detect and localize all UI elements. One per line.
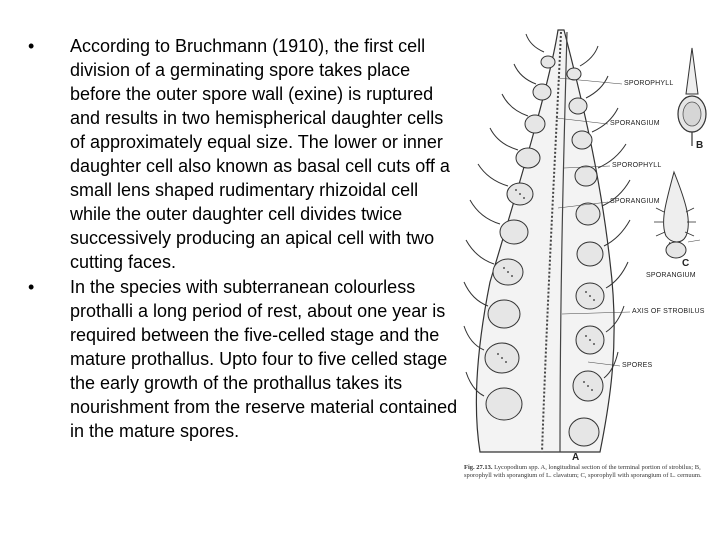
label-sporangium-mid: SPORANGIUM (610, 198, 660, 205)
letter-b: B (696, 140, 704, 151)
bullet-text-1: According to Bruchmann (1910), the first cell division of a germinating spore takes place before the outer spore wall (exine) is ruptured and results in two hemispherical daughter cells of approximately equal size. The lower or inner daughter cell also known as basal cell cuts off a small lens shaped rudimentary rhizoidal cell while the outer daughter cell divides twice successively producing an apical cell with two cutting faces. (70, 36, 450, 272)
fig-c-sporophyll (664, 172, 689, 242)
label-axis-of-strobilus: AXIS OF STROBILUS (632, 308, 705, 315)
figure-caption (464, 464, 716, 481)
figure-caption-text: Lycopodium spp. A, longitudinal section of the terminal portion of strobilus; B, sporophyll with sporangium of L. clavatum; C, sporophyll with sporangium of L. cernuum. (464, 464, 702, 480)
label-spores: SPORES (622, 362, 653, 369)
letter-c: C (682, 258, 690, 269)
bullet-list (28, 34, 460, 443)
fig-c-sporangium (666, 242, 686, 258)
fig-b-sporophyll (686, 48, 698, 94)
bullet-marker: • (28, 277, 35, 297)
label-sporangium-top: SPORANGIUM (610, 120, 660, 127)
figure-number: Fig. 27.13. (464, 464, 493, 471)
strobilus-drawing (460, 22, 716, 462)
bullet-marker: • (28, 36, 35, 56)
bullet-item-1 (28, 34, 460, 274)
strobilus-figure (460, 22, 716, 492)
letter-a: A (572, 452, 580, 463)
label-sporophyll-top: SPOROPHYLL (624, 80, 674, 87)
label-sporangium-c: SPORANGIUM (646, 272, 696, 279)
label-sporophyll-mid: SPOROPHYLL (612, 162, 662, 169)
bullet-text-2: In the species with subterranean colourless prothalli a long period of rest, about one year is required between the five-celled stage and the mature prothallus. Upto four to five celled stage the early growth of the prothallus takes its nourishment from the reserve material contained in the mature spores. (70, 277, 458, 441)
bullet-item-2 (28, 275, 460, 443)
